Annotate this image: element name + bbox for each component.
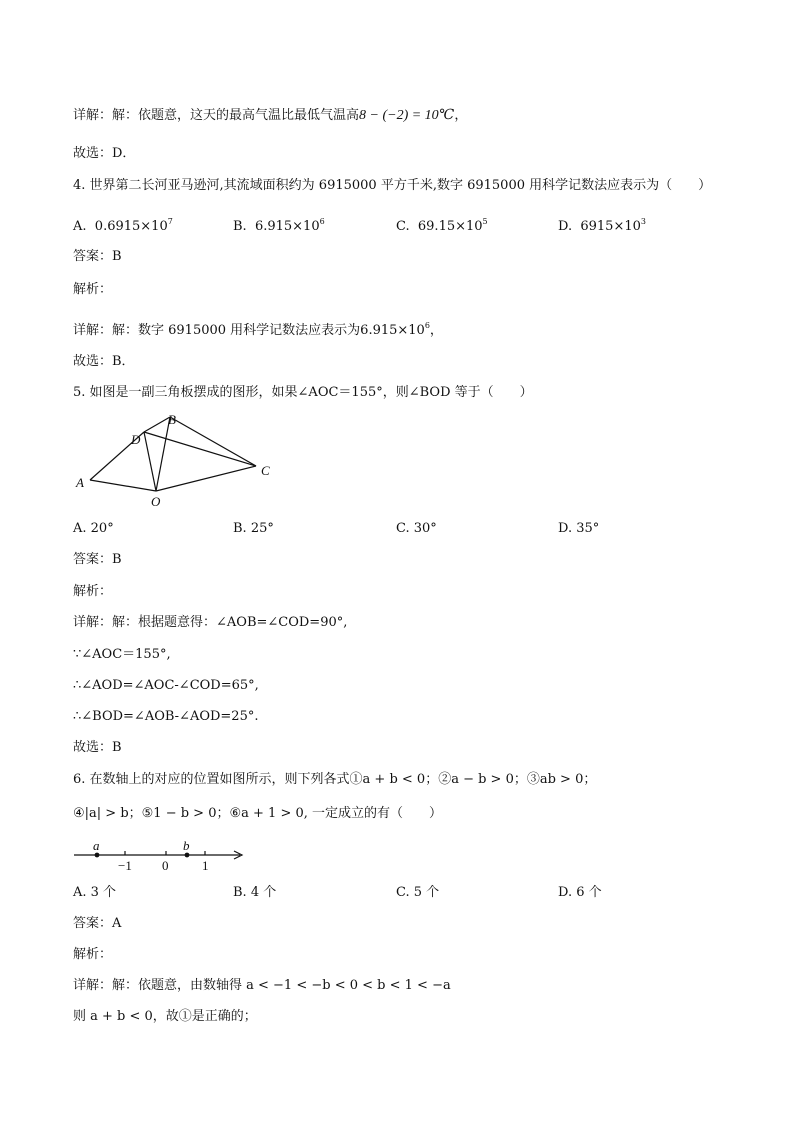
q6-option-c: C. 5 个 [396, 885, 440, 900]
q5-option-d: D. 35° [558, 521, 600, 536]
option-label: A. [73, 219, 87, 234]
q6-option-b: B. 4 个 [233, 885, 277, 900]
q4-option-c [396, 213, 488, 236]
question-6-line-1: 6. 在数轴上的对应的位置如图所示，则下列各式①a + b < 0；②a − b > 0；③ab > 0； [73, 772, 597, 787]
segment-od [144, 432, 156, 491]
q5-answer: 答案：B [73, 552, 122, 567]
q5-detail-4: ∴∠BOD=∠AOB-∠AOD=25°. [73, 709, 259, 724]
q4-option-a [73, 213, 173, 236]
option-label: D. [558, 219, 573, 234]
q6-answer: 答案：A [73, 916, 122, 931]
label-b: B [168, 412, 176, 427]
label-b: b [183, 838, 190, 853]
q6-option-a: A. 3 个 [73, 885, 117, 900]
explanation-line [73, 107, 467, 125]
q4-answer: 答案：B [73, 249, 122, 264]
q6-analysis: 解析： [73, 947, 113, 962]
math-expression: 8 − (−2) = 10℃ [359, 108, 455, 123]
q4-analysis: 解析： [73, 282, 113, 297]
triangle-figure [70, 408, 280, 512]
q6-last-line: 则 a + b < 0，故①是正确的； [73, 1009, 257, 1024]
label-d: D [131, 432, 141, 447]
question-6-line-2: ④|a| > b；⑤1 − b > 0；⑥a + 1 > 0, 一定成立的有（ ） [73, 806, 443, 821]
q5-analysis: 解析： [73, 584, 113, 599]
label-1: 1 [202, 858, 209, 873]
q4-detail [73, 317, 443, 340]
label-neg1: −1 [118, 858, 132, 873]
detail-exp: 6 [424, 321, 430, 330]
detail-text: 详解：解：数字 6915000 用科学记数法应表示为 [73, 323, 361, 338]
option-base: 0.6915×10 [94, 219, 168, 234]
point-b [185, 853, 190, 858]
option-base: 69.15×10 [417, 219, 483, 234]
q5-option-a: A. 20° [73, 521, 114, 536]
segment-oc [156, 466, 256, 491]
q6-detail: 详解：解：依题意，由数轴得 a < −1 < −b < 0 < b < 1 < −a [73, 978, 451, 993]
punct: ， [429, 323, 443, 338]
q5-option-b: B. 25° [233, 521, 274, 536]
point-a [95, 853, 100, 858]
question-4: 4. 世界第二长河亚马逊河,其流域面积约为 6915000 平方千米,数字 6915000 用科学记数法应表示为（ ） [73, 178, 712, 193]
label-a: a [93, 838, 100, 853]
explanation-text: 详解：解：依题意，这天的最高气温比最低气温高 [73, 108, 360, 123]
label-a: A [76, 475, 84, 490]
option-exp: 7 [167, 217, 173, 226]
option-exp: 3 [640, 217, 646, 226]
segment-bc [170, 417, 256, 466]
option-exp: 5 [482, 217, 488, 226]
segment-ao [90, 480, 156, 491]
question-5: 5. 如图是一副三角板摆成的图形，如果∠AOC＝155°，则∠BOD 等于（ ） [73, 385, 533, 400]
segment-ob [156, 417, 170, 491]
q5-detail-3: ∴∠AOD=∠AOC-∠COD=65°, [73, 678, 259, 693]
option-label: C. [396, 219, 410, 234]
label-c: C [261, 463, 270, 478]
option-exp: 6 [319, 217, 325, 226]
detail-value: 6.915×10 [360, 323, 425, 338]
option-label: B. [233, 219, 247, 234]
q4-choose: 故选：B． [73, 354, 135, 369]
label-0: 0 [162, 858, 169, 873]
label-o: O [151, 494, 161, 509]
q4-option-d [558, 213, 646, 236]
q5-option-c: C. 30° [396, 521, 437, 536]
q6-option-d: D. 6 个 [558, 885, 602, 900]
q5-detail-2: ∵∠AOC＝155°, [73, 647, 171, 662]
q5-detail-1: 详解：解：根据题意得：∠AOB=∠COD=90°, [73, 615, 348, 630]
choose-line: 故选：D． [73, 146, 136, 161]
segment-dc [144, 432, 256, 466]
option-base: 6915×10 [580, 219, 641, 234]
q4-option-b [233, 213, 325, 236]
punct: ， [454, 108, 468, 123]
q5-choose: 故选：B [73, 740, 122, 755]
segment-db [144, 417, 170, 432]
option-base: 6.915×10 [254, 219, 320, 234]
number-line [70, 838, 250, 874]
